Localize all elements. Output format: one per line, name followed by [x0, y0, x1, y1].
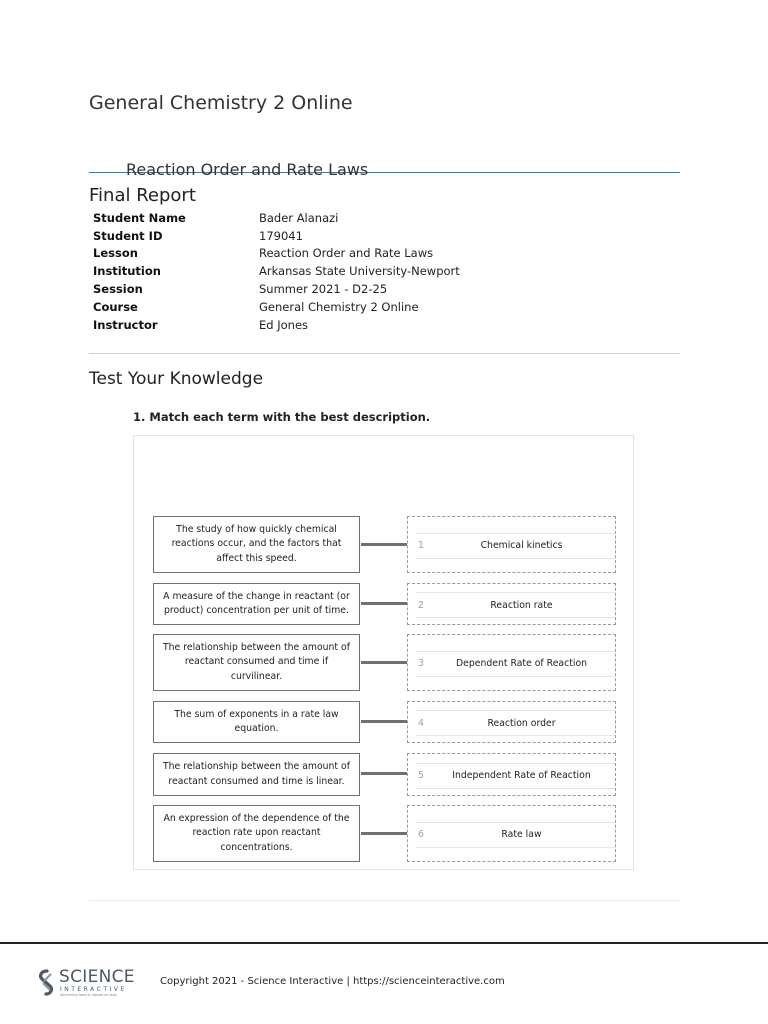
description-text: The relationship between the amount of reactant consumed and time if curvilinear.	[162, 641, 350, 682]
description-text: The sum of exponents in a rate law equation.	[174, 708, 339, 734]
answer-item[interactable]	[416, 763, 615, 789]
report-title: Final Report	[89, 185, 196, 206]
match-connector	[361, 661, 407, 664]
answer-term: Reaction rate	[490, 599, 553, 611]
description-text: A measure of the change in reactant (or product) concentration per unit of time.	[163, 590, 350, 616]
description-box[interactable]	[153, 516, 360, 573]
answer-number: 6	[418, 829, 424, 840]
answer-slot[interactable]	[407, 753, 616, 796]
footer-divider	[0, 942, 768, 944]
description-box[interactable]	[153, 701, 360, 743]
answer-item[interactable]	[416, 710, 615, 736]
answer-slot[interactable]	[407, 701, 616, 743]
info-value: General Chemistry 2 Online	[259, 299, 419, 314]
report-info-table	[93, 209, 460, 334]
answer-number: 5	[418, 770, 424, 781]
answer-term: Chemical kinetics	[480, 540, 563, 551]
section-title: Test Your Knowledge	[89, 369, 264, 389]
info-label: Institution	[93, 264, 161, 279]
description-text: The study of how quickly chemical reactions occur, and the factors that affect this speed.	[171, 523, 342, 564]
info-label: Student Name	[93, 210, 186, 225]
info-row	[93, 227, 460, 245]
footer-copyright: Copyright 2021 - Science Interactive | https://scienceinteractive.com	[160, 976, 505, 987]
answer-slot[interactable]	[407, 516, 616, 573]
description-text: The relationship between the amount of reactant consumed and time is linear.	[162, 761, 350, 787]
answer-item[interactable]	[416, 651, 615, 677]
description-box[interactable]	[153, 583, 360, 625]
match-connector	[361, 720, 407, 723]
answer-item[interactable]	[416, 533, 615, 559]
description-box[interactable]	[153, 753, 360, 796]
answer-item[interactable]	[416, 592, 615, 618]
info-row	[93, 209, 460, 227]
info-row	[93, 280, 460, 298]
logo-wordmark: SCIENCE	[59, 967, 135, 987]
science-interactive-logo	[36, 966, 136, 1000]
answer-slot[interactable]	[407, 634, 616, 691]
answer-term: Reaction order	[487, 717, 556, 729]
description-box[interactable]	[153, 805, 360, 862]
answer-number: 1	[418, 540, 424, 551]
answer-term: Independent Rate of Reaction	[452, 770, 591, 781]
info-label: Lesson	[93, 246, 138, 261]
course-title: General Chemistry 2 Online	[89, 92, 353, 114]
logo-tagline: delivering labs & hands-on labs	[60, 993, 117, 997]
info-value: Summer 2021 - D2-25	[259, 282, 388, 297]
description-box[interactable]	[153, 634, 360, 691]
content-end-divider	[89, 900, 680, 901]
answer-term: Rate law	[501, 829, 542, 840]
answer-item[interactable]	[416, 822, 615, 848]
info-row	[93, 298, 460, 316]
match-connector	[361, 602, 407, 605]
info-value: Reaction Order and Rate Laws	[259, 246, 434, 261]
info-value: Ed Jones	[259, 317, 309, 332]
logo-mark-icon	[36, 968, 58, 996]
info-row	[93, 262, 460, 280]
section-divider	[89, 353, 680, 354]
answer-number: 4	[418, 717, 424, 729]
answer-slot[interactable]	[407, 583, 616, 625]
question-text: 1. Match each term with the best description.	[133, 410, 431, 424]
answer-number: 2	[418, 599, 424, 611]
info-value: Arkansas State University-Newport	[259, 264, 460, 279]
match-connector	[361, 543, 407, 546]
match-connector	[361, 832, 407, 835]
description-text: An expression of the dependence of the reaction rate upon reactant concentrations.	[163, 812, 350, 853]
info-label: Student ID	[93, 228, 163, 243]
info-row	[93, 316, 460, 334]
info-value: 179041	[259, 228, 303, 243]
answer-number: 3	[418, 658, 424, 669]
match-connector	[361, 772, 407, 775]
info-value: Bader Alanazi	[259, 210, 339, 225]
info-label: Course	[93, 299, 138, 314]
lesson-heading: Reaction Order and Rate Laws	[126, 160, 369, 179]
info-row	[93, 245, 460, 263]
info-label: Session	[93, 282, 143, 297]
logo-subtitle: INTERACTIVE	[60, 986, 127, 993]
answer-term: Dependent Rate of Reaction	[455, 658, 588, 669]
info-label: Instructor	[93, 317, 158, 332]
answer-slot[interactable]	[407, 805, 616, 862]
